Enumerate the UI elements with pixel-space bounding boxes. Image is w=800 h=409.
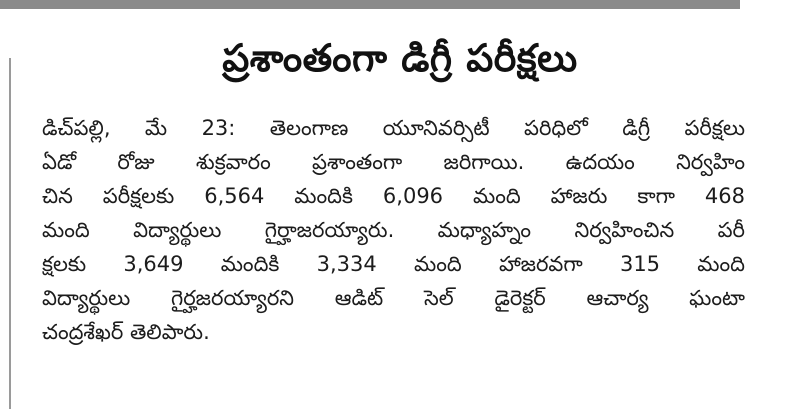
body-line: విద్యార్థులు గైర్హజరయ్యారని ఆడిట్ సెల్ డైరెక్టర్ ఆచార్య ఘంటా: [42, 286, 745, 310]
body-line: డిచ్‌పల్లి, మే 23: తెలంగాణ యూనివర్సిటీ పరిధిలో డిగ్రీ పరీక్షలు: [42, 116, 745, 140]
body-line: ఏడో రోజు శుక్రవారం ప్రశాంతంగా జరిగాయి. ఉదయం నిర్వహిం: [42, 150, 745, 174]
article-headline: ప్రశాంతంగా డిగ్రీ పరీక్షలు: [222, 36, 578, 80]
column-divider-rule: [9, 58, 11, 409]
body-line: మంది విద్యార్థులు గైర్హాజరయ్యారు. మధ్యాహ్నం నిర్వహించిన పరీ: [42, 218, 745, 242]
body-line: క్షలకు 3,649 మందికి 3,334 మంది హాజరవగా 315 మంది: [42, 252, 745, 276]
body-line: చిన పరీక్షలకు 6,564 మందికి 6,096 మంది హాజరు కాగా 468: [42, 184, 745, 208]
article-body: [42, 111, 745, 349]
top-border-rule: [0, 0, 740, 9]
body-line: చంద్రశేఖర్ తెలిపారు.: [42, 320, 210, 344]
